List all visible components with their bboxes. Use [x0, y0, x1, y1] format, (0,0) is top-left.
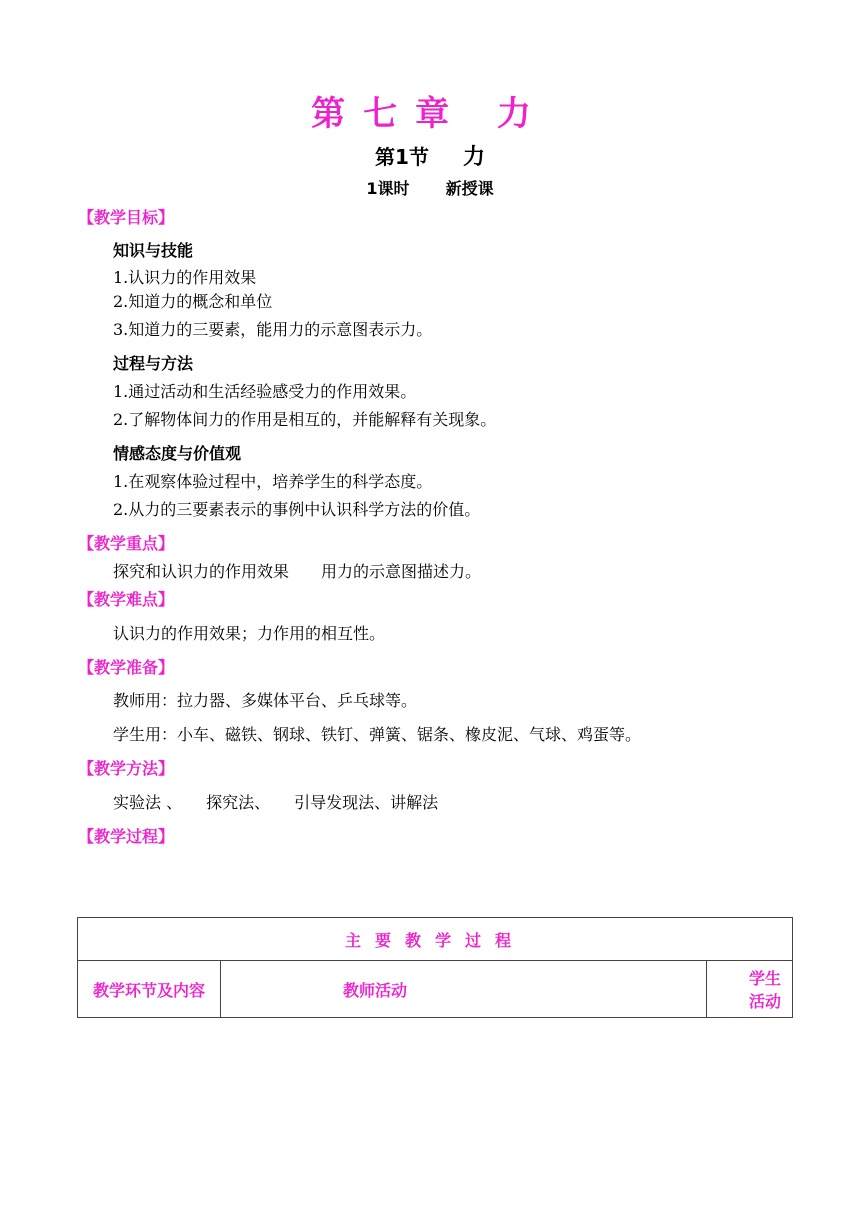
attitude-title: 情感态度与价值观	[113, 444, 242, 463]
methods-heading: 【教学方法】	[78, 759, 175, 778]
table-title: 主要教学过程	[78, 918, 793, 961]
preparation-heading: 【教学准备】	[78, 658, 175, 677]
knowledge-title: 知识与技能	[113, 241, 194, 260]
table-title-row	[78, 918, 793, 961]
knowledge-item: 2.知道力的概念和单位	[113, 292, 273, 311]
table-header-row	[78, 961, 793, 1018]
attitude-item: 1.在观察体验过程中，培养学生的科学态度。	[113, 472, 433, 491]
process-title: 过程与方法	[113, 354, 194, 373]
section-label: 第1节	[375, 145, 429, 169]
table-header-student: 学生活动	[707, 961, 793, 1018]
key-points-text: 探究和认识力的作用效果 用力的示意图描述力。	[113, 562, 482, 581]
process-heading: 【教学过程】	[78, 827, 175, 846]
lesson-hours: 1课时	[366, 179, 410, 198]
lesson-info	[0, 176, 860, 199]
table-header-teacher: 教师活动	[221, 961, 707, 1018]
section-name: 力	[462, 145, 485, 170]
table-header-stage: 教学环节及内容	[78, 961, 221, 1018]
attitude-item: 2.从力的三要素表示的事例中认识科学方法的价值。	[113, 500, 481, 519]
methods-text: 实验法 、 探究法、 引导发现法、讲解法	[113, 793, 439, 812]
difficulties-heading: 【教学难点】	[78, 590, 175, 609]
knowledge-item: 3.知道力的三要素，能用力的示意图表示力。	[113, 320, 433, 339]
section-heading	[0, 140, 860, 171]
preparation-student: 学生用：小车、磁铁、钢球、铁钉、弹簧、锯条、橡皮泥、气球、鸡蛋等。	[113, 725, 642, 744]
knowledge-item: 1.认识力的作用效果	[113, 268, 257, 287]
difficulties-text: 认识力的作用效果；力作用的相互性。	[113, 624, 386, 643]
process-item: 1.通过活动和生活经验感受力的作用效果。	[113, 382, 417, 401]
chapter-title: 第七章 力	[311, 94, 549, 134]
key-points-heading: 【教学重点】	[78, 534, 175, 553]
lesson-type: 新授课	[445, 179, 494, 198]
process-item: 2.了解物体间力的作用是相互的，并能解释有关现象。	[113, 410, 497, 429]
process-table	[77, 917, 793, 1018]
preparation-teacher: 教师用：拉力器、多媒体平台、乒乓球等。	[113, 691, 418, 710]
goals-heading: 【教学目标】	[78, 208, 175, 227]
